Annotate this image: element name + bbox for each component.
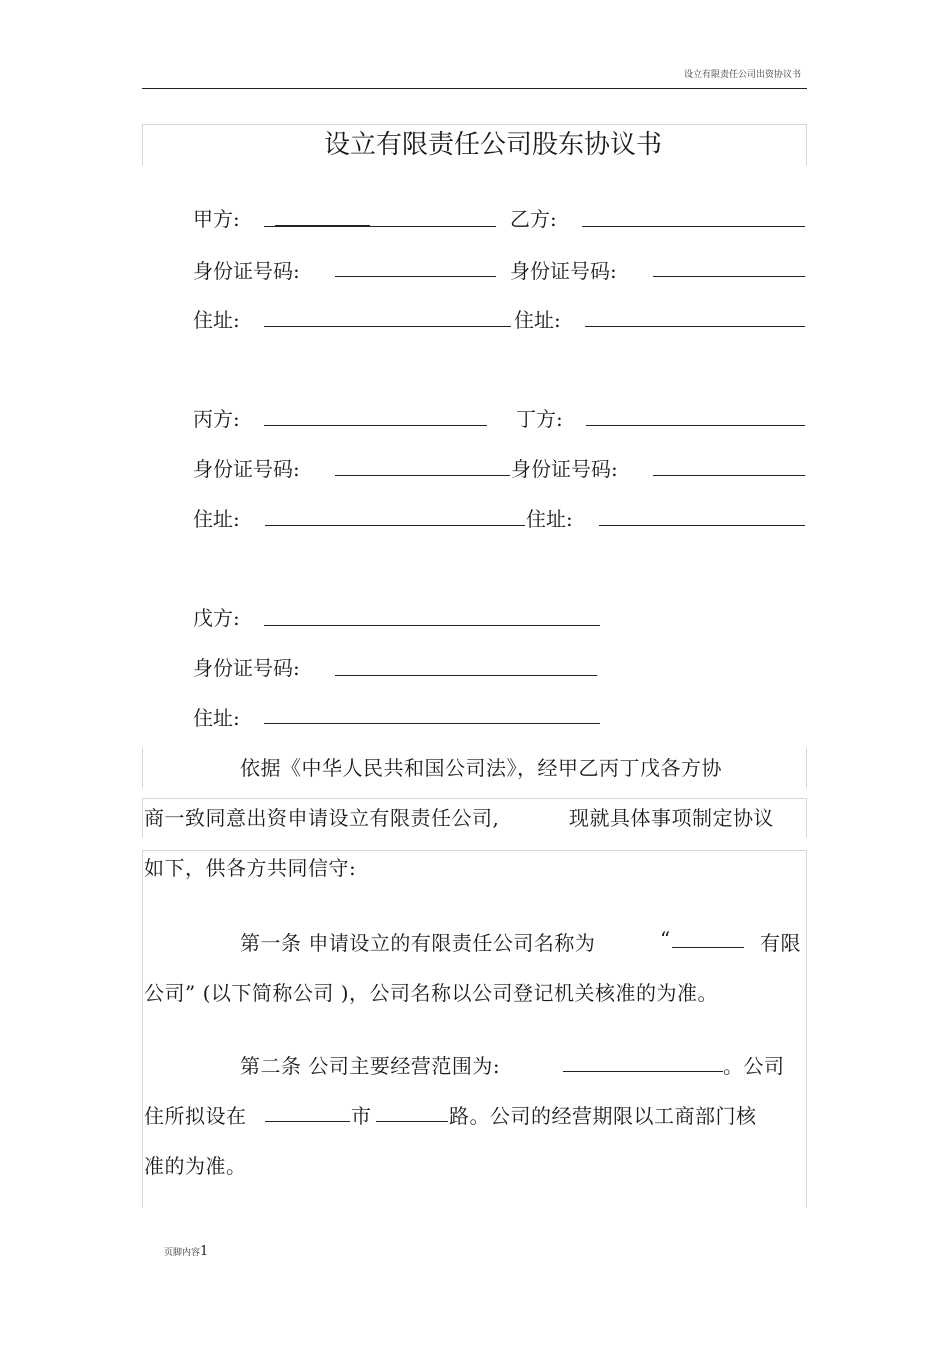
body-box-2-right: [806, 798, 807, 838]
article-2-line-1b: 。公司: [723, 1054, 785, 1078]
party-bing-addr-label: 住址:: [193, 507, 240, 531]
article-2-line-2a: 住所拟设在: [144, 1104, 247, 1128]
party-ding-id-blank[interactable]: [653, 475, 805, 476]
body-box-1-left: [142, 748, 143, 788]
party-yi-label: 乙方:: [510, 207, 557, 231]
intro-line-3: 如下，供各方共同信守:: [144, 856, 357, 880]
party-jia-id-label: 身份证号码:: [193, 259, 300, 283]
party-bing-id-label: 身份证号码:: [193, 457, 300, 481]
party-ding-id-label: 身份证号码:: [511, 457, 618, 481]
document-title: 设立有限责任公司股东协议书: [324, 130, 663, 160]
party-yi-addr-label: 住址:: [514, 308, 561, 332]
party-jia-blank-mark: [275, 225, 370, 227]
party-jia-addr-label: 住址:: [193, 308, 240, 332]
party-wu-addr-blank[interactable]: [264, 723, 600, 724]
article-2-line-3: 准的为准。: [144, 1154, 247, 1178]
company-name-blank[interactable]: [672, 947, 744, 948]
party-ding-label: 丁方:: [516, 407, 563, 431]
body-box-3-left: [142, 850, 143, 1208]
article-2-line-2c: 路。公司的经营期限以工商部门核: [449, 1104, 757, 1128]
party-yi-addr-blank[interactable]: [585, 326, 805, 327]
article-1-line-1b: 有限: [760, 931, 801, 955]
party-ding-addr-label: 住址:: [526, 507, 573, 531]
body-box-1-right: [806, 748, 807, 788]
party-ding-addr-blank[interactable]: [599, 525, 805, 526]
running-header: 设立有限责任公司出资协议书: [684, 70, 802, 80]
article-2-line-1a: 第二条 公司主要经营范围为:: [240, 1054, 501, 1078]
party-bing-id-blank[interactable]: [335, 475, 510, 476]
party-ding-blank[interactable]: [586, 425, 805, 426]
intro-line-2b: 现就具体事项制定协议: [569, 806, 774, 830]
business-scope-blank[interactable]: [563, 1071, 723, 1072]
party-wu-addr-label: 住址:: [193, 706, 240, 730]
header-rule: [142, 88, 807, 89]
party-bing-addr-blank[interactable]: [265, 525, 525, 526]
party-wu-id-label: 身份证号码:: [193, 656, 300, 680]
party-bing-label: 丙方:: [193, 407, 240, 431]
party-yi-id-label: 身份证号码:: [510, 259, 617, 283]
party-wu-blank[interactable]: [264, 625, 600, 626]
party-wu-id-blank[interactable]: [335, 675, 597, 676]
body-box-2-left: [142, 798, 143, 838]
party-jia-addr-blank[interactable]: [264, 326, 511, 327]
footer-label: 页脚内容: [164, 1248, 201, 1258]
road-blank[interactable]: [376, 1121, 448, 1122]
party-jia-id-blank[interactable]: [335, 276, 496, 277]
title-box-left: [142, 124, 143, 166]
intro-line-1: 依据《中华人民共和国公司法》，经甲乙丙丁戊各方协: [240, 756, 722, 780]
title-box-right: [806, 124, 807, 166]
party-wu-label: 戊方:: [193, 606, 240, 630]
article-1-line-2: 公司” (以下简称公司 )，公司名称以公司登记机关核准的为准。: [144, 981, 719, 1005]
body-box-3-right: [806, 850, 807, 1208]
party-jia-label: 甲方:: [193, 207, 240, 231]
article-1-line-1a: 第一条 申请设立的有限责任公司名称为: [240, 931, 596, 955]
article-1-quote: “: [660, 927, 671, 951]
party-yi-blank[interactable]: [582, 226, 805, 227]
city-blank[interactable]: [265, 1121, 350, 1122]
body-box-2-top: [142, 798, 807, 799]
party-bing-blank[interactable]: [264, 425, 487, 426]
page-footer: [164, 1240, 208, 1259]
party-yi-id-blank[interactable]: [653, 276, 805, 277]
body-box-3-top: [142, 850, 807, 851]
intro-line-2a: 商一致同意出资申请设立有限责任公司,: [144, 806, 500, 830]
article-2-line-2b: 市: [351, 1104, 372, 1128]
footer-page-number: 1: [200, 1244, 209, 1259]
